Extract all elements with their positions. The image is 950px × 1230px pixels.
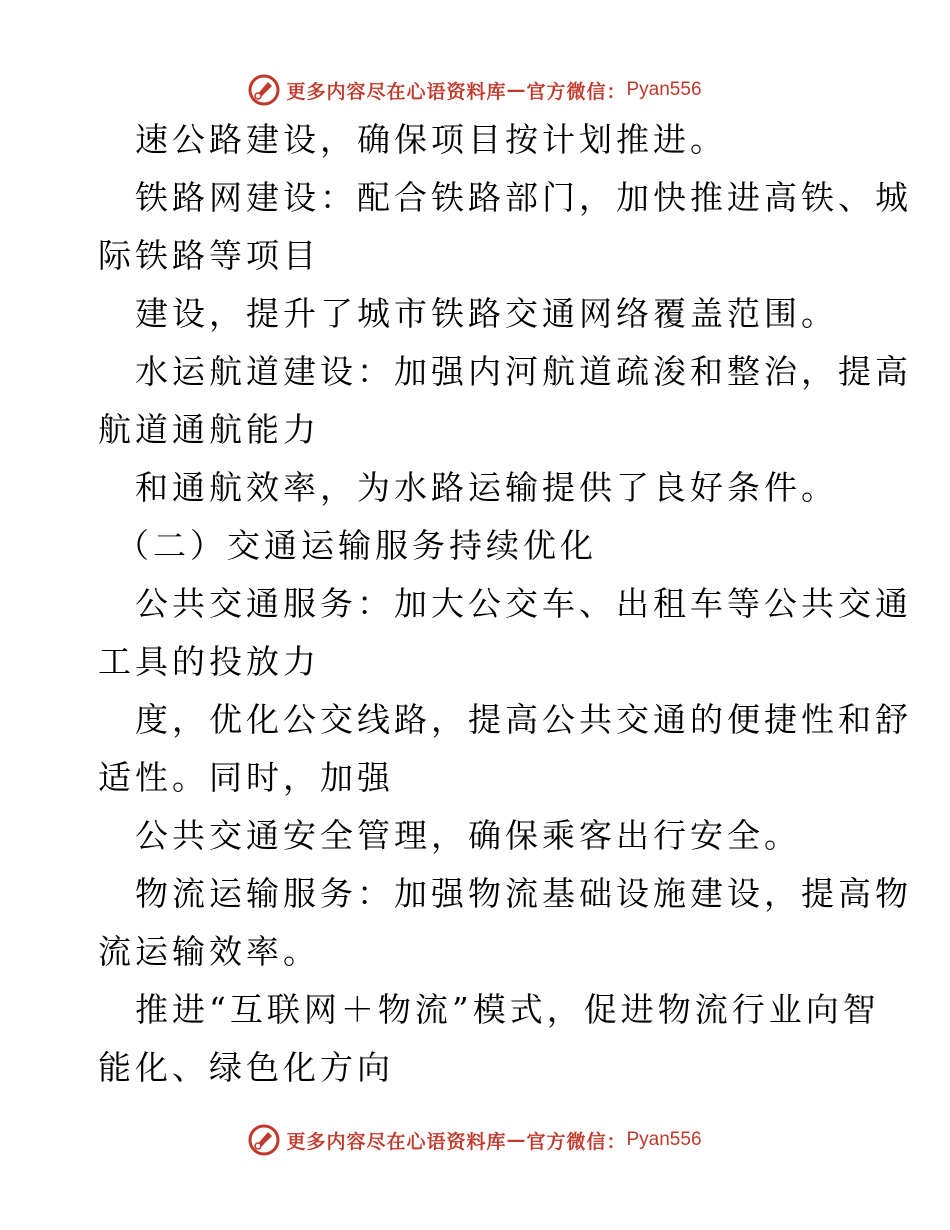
logo-icon <box>248 74 280 106</box>
text-line: 速公路建设，确保项目按计划推进。 <box>135 120 727 159</box>
text-line: 水运航道建设：加强内河航道疏浚和整治，提高 <box>135 352 912 391</box>
text-line: 能化、绿色化方向 <box>98 1048 394 1087</box>
text-line: 公共交通服务：加大公交车、出租车等公共交通 <box>135 584 912 623</box>
text-line: 度，优化公交线路，提高公共交通的便捷性和舒 <box>135 700 912 739</box>
header-banner <box>0 70 950 110</box>
text-line: 际铁路等项目 <box>98 236 320 275</box>
banner-wechat-id: Pyan556 <box>626 1129 702 1150</box>
banner-label: 官方微信： <box>526 1130 627 1153</box>
banner-text: 更多内容尽在心语资料库 <box>286 80 507 103</box>
text-line: 推进“互联网＋物流”模式，促进物流行业向智 <box>135 990 880 1029</box>
banner-text: 更多内容尽在心语资料库 <box>286 1130 507 1153</box>
footer-banner <box>0 1120 950 1160</box>
banner-separator: — <box>506 1129 527 1151</box>
text-line: 建设，提升了城市铁路交通网络覆盖范围。 <box>135 294 838 333</box>
text-line: 航道通航能力 <box>98 410 320 449</box>
text-line: 工具的投放力 <box>98 642 320 681</box>
text-line: 流运输效率。 <box>98 932 320 971</box>
text-line: 和通航效率，为水路运输提供了良好条件。 <box>135 468 838 507</box>
banner-separator: — <box>506 79 527 101</box>
text-line: 铁路网建设：配合铁路部门，加快推进高铁、城 <box>135 178 912 217</box>
banner-wechat-id: Pyan556 <box>626 79 702 100</box>
banner-label: 官方微信： <box>526 80 627 103</box>
logo-icon <box>248 1124 280 1156</box>
text-line: 适性。同时，加强 <box>98 758 394 797</box>
text-line: 物流运输服务：加强物流基础设施建设，提高物 <box>135 874 912 913</box>
section-heading: （二）交通运输服务持续优化 <box>116 526 597 565</box>
text-line: 公共交通安全管理，确保乘客出行安全。 <box>135 816 801 855</box>
